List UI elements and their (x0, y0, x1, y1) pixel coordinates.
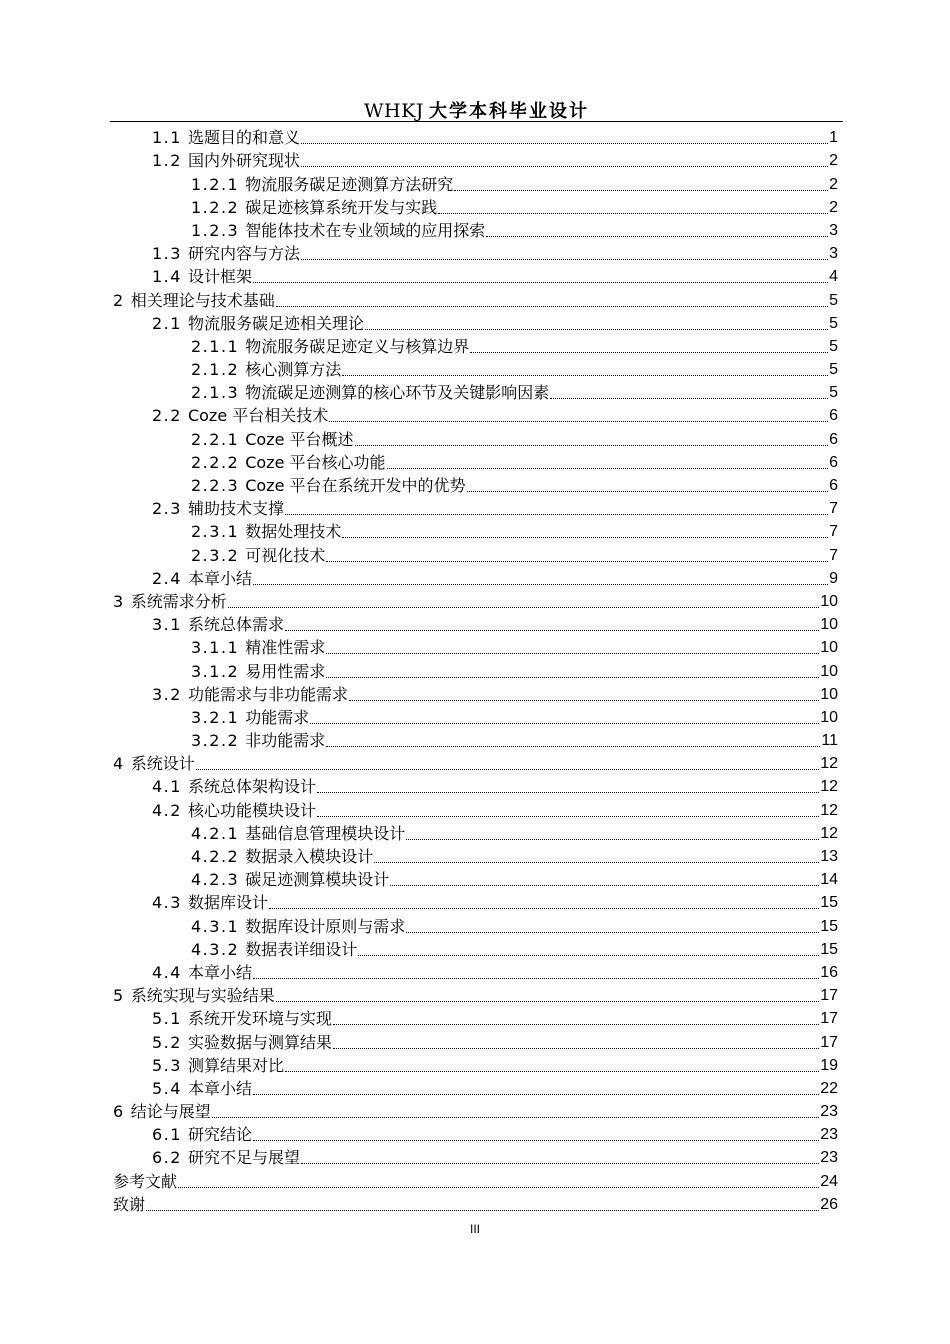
toc-dot-leader (342, 525, 828, 538)
toc-entry-title: 系统实现与实验结果 (130, 986, 275, 1006)
toc-dot-leader (276, 294, 828, 307)
toc-entry[interactable] (113, 334, 838, 357)
toc-dot-leader (326, 734, 820, 747)
toc-entry-title: 结论与展望 (130, 1102, 211, 1122)
toc-dot-leader (326, 665, 819, 678)
toc-entry-number: 1.2.3 (191, 220, 240, 240)
toc-dot-leader (317, 804, 819, 817)
toc-entry-number: 2.2 (152, 406, 182, 426)
toc-dot-leader (358, 943, 819, 956)
toc-entry-number: 2.1.1 (191, 336, 240, 356)
toc-entry[interactable] (113, 287, 838, 310)
toc-entry-number: 5 (113, 986, 125, 1006)
toc-dot-leader (285, 618, 819, 631)
toc-entry-title: 物流服务碳足迹相关理论 (187, 313, 364, 333)
toc-entry[interactable] (113, 797, 838, 820)
toc-dot-leader (333, 1036, 819, 1049)
toc-entry-page: 15 (820, 894, 838, 912)
toc-entry-title: 物流碳足迹测算的核心环节及关键影响因素 (245, 383, 550, 403)
toc-entry-title: 核心测算方法 (245, 360, 342, 380)
toc-entry-page: 9 (829, 569, 838, 587)
toc-entry-title: Coze 平台相关技术 (187, 406, 329, 426)
toc-entry-page: 3 (829, 245, 838, 263)
toc-entry-title: 精准性需求 (245, 638, 326, 658)
toc-entry-page: 7 (829, 523, 838, 541)
toc-dot-leader (454, 178, 828, 191)
toc-entry-number: 4.3 (152, 893, 182, 913)
toc-entry-page: 3 (829, 221, 838, 239)
toc-entry-number: 3 (113, 591, 125, 611)
toc-dot-leader (212, 1105, 820, 1118)
toc-entry-page: 1 (829, 129, 838, 147)
toc-entry-page: 5 (829, 337, 838, 355)
toc-entry[interactable] (113, 844, 838, 867)
toc-entry[interactable] (113, 1192, 838, 1215)
toc-entry-number: 4.4 (152, 962, 182, 982)
toc-entry-page: 2 (829, 198, 838, 216)
toc-entry-page: 16 (820, 963, 838, 981)
toc-entry[interactable] (113, 728, 838, 751)
toc-entry[interactable] (113, 774, 838, 797)
toc-dot-leader (301, 131, 828, 144)
toc-dot-leader (253, 1128, 819, 1141)
toc-entry-title: 物流服务碳足迹定义与核算边界 (245, 336, 470, 356)
toc-entry-title: Coze 平台核心功能 (245, 452, 386, 472)
toc-entry[interactable] (113, 1029, 838, 1052)
toc-dot-leader (146, 1198, 819, 1211)
toc-dot-leader (365, 317, 828, 330)
toc-entry-title: 研究内容与方法 (187, 244, 300, 264)
toc-entry-title: 参考文献 (113, 1171, 178, 1191)
toc-entry-number: 3.1.1 (191, 638, 240, 658)
toc-entry-number: 1.4 (152, 267, 182, 287)
toc-entry[interactable] (113, 450, 838, 473)
toc-entry-page: 17 (820, 1010, 838, 1028)
toc-entry[interactable] (113, 241, 838, 264)
toc-entry-page: 6 (829, 477, 838, 494)
toc-entry-number: 4.2.2 (191, 847, 240, 866)
toc-entry-page: 22 (820, 1079, 838, 1097)
toc-entry[interactable] (113, 705, 838, 728)
toc-entry-page: 6 (829, 453, 838, 471)
toc-entry-title: 辅助技术支撑 (187, 499, 284, 519)
toc-entry[interactable] (113, 821, 838, 844)
toc-dot-leader (285, 502, 828, 515)
toc-entry-title: 核心功能模块设计 (187, 800, 316, 820)
toc-entry-page: 6 (829, 430, 838, 448)
toc-entry-title: 智能体技术在专业领域的应用探索 (245, 220, 486, 240)
toc-dot-leader (326, 549, 828, 562)
toc-dot-leader (178, 1175, 819, 1188)
toc-entry[interactable] (113, 496, 838, 519)
toc-entry[interactable] (113, 1076, 838, 1099)
toc-entry-number: 2.1.2 (191, 360, 240, 380)
toc-entry-title: 本章小结 (187, 962, 252, 982)
toc-entry-number: 4.2.1 (191, 823, 240, 843)
toc-entry-title: 碳足迹测算模块设计 (245, 870, 390, 890)
toc-entry-page: 12 (820, 824, 838, 842)
toc-entry-page: 10 (820, 592, 838, 610)
toc-entry[interactable] (113, 125, 838, 148)
toc-entry-title: 研究结论 (187, 1125, 252, 1145)
toc-dot-leader (253, 1082, 819, 1095)
toc-entry-title: 基础信息管理模块设计 (245, 823, 406, 843)
toc-entry-number: 4.1 (152, 777, 182, 797)
toc-dot-leader (310, 711, 819, 724)
toc-entry[interactable] (113, 635, 838, 658)
toc-entry-title: 碳足迹核算系统开发与实践 (245, 197, 438, 217)
toc-entry-number: 1.2.1 (191, 174, 240, 194)
toc-entry-number: 6.1 (152, 1125, 182, 1145)
toc-dot-leader (253, 966, 819, 979)
toc-entry[interactable] (113, 542, 838, 565)
toc-entry-number: 1.3 (152, 244, 182, 264)
table-of-contents (113, 125, 838, 1215)
toc-entry[interactable] (113, 1006, 838, 1029)
toc-dot-leader (269, 896, 819, 909)
toc-entry[interactable] (113, 867, 838, 890)
toc-dot-leader (196, 757, 820, 770)
toc-dot-leader (301, 247, 828, 260)
toc-entry-number: 2.3 (152, 499, 182, 519)
toc-entry-page: 11 (821, 732, 838, 750)
toc-entry-page: 5 (829, 291, 838, 309)
toc-entry-page: 26 (820, 1195, 838, 1213)
toc-dot-leader (253, 270, 828, 283)
toc-entry-number: 3.2 (152, 684, 182, 704)
toc-entry-page: 24 (820, 1172, 838, 1190)
toc-entry-page: 12 (820, 778, 838, 796)
toc-entry-number: 1.2.2 (191, 197, 240, 217)
toc-entry-page: 6 (829, 407, 838, 425)
toc-entry-number: 4.2 (152, 800, 182, 820)
toc-entry[interactable] (113, 890, 838, 913)
toc-dot-leader (301, 154, 828, 167)
toc-entry-page: 12 (820, 801, 838, 819)
toc-dot-leader (406, 920, 819, 933)
toc-entry[interactable] (113, 148, 838, 171)
toc-entry-page: 17 (820, 1033, 838, 1051)
toc-entry-number: 5.2 (152, 1032, 182, 1052)
toc-entry[interactable] (113, 751, 838, 774)
toc-entry-title: 系统总体架构设计 (187, 777, 316, 797)
toc-entry-title: 数据库设计 (187, 893, 268, 913)
toc-entry[interactable] (113, 218, 838, 241)
toc-entry-number: 5.1 (152, 1009, 182, 1029)
toc-entry-title: 国内外研究现状 (187, 151, 300, 171)
toc-entry-title: 系统需求分析 (130, 591, 227, 611)
toc-entry-title: Coze 平台在系统开发中的优势 (245, 476, 466, 495)
toc-entry-title: 非功能需求 (245, 731, 326, 751)
toc-dot-leader (486, 224, 828, 237)
toc-entry-title: 数据处理技术 (245, 522, 342, 542)
toc-dot-leader (329, 409, 828, 422)
toc-entry-page: 10 (820, 639, 838, 657)
toc-entry-title: 功能需求 (245, 707, 310, 727)
toc-entry-number: 2.2.2 (191, 452, 240, 472)
toc-entry-number: 3.1.2 (191, 661, 240, 681)
toc-entry-number: 2.3.1 (191, 522, 240, 542)
toc-entry-title: Coze 平台概述 (245, 429, 354, 449)
toc-entry-page: 10 (820, 708, 838, 726)
toc-entry-number: 3.2.1 (191, 707, 240, 727)
toc-entry[interactable] (113, 612, 838, 635)
toc-entry[interactable] (113, 1168, 838, 1191)
toc-entry-number: 2.3.2 (191, 545, 240, 565)
toc-entry-number: 6.2 (152, 1148, 182, 1168)
toc-entry-page: 13 (820, 848, 838, 865)
toc-entry-page: 5 (829, 384, 838, 402)
toc-entry-page: 4 (829, 268, 838, 286)
toc-entry[interactable] (113, 171, 838, 194)
toc-dot-leader (438, 201, 828, 214)
toc-entry-title: 系统总体需求 (187, 615, 284, 635)
toc-entry-page: 23 (820, 1149, 838, 1167)
toc-dot-leader (355, 433, 829, 446)
toc-entry-page: 2 (829, 175, 838, 193)
toc-entry-number: 4.2.3 (191, 870, 240, 890)
header-title-zh: 大学本科毕业设计 (429, 101, 589, 122)
toc-entry-title: 研究不足与展望 (187, 1148, 300, 1168)
toc-entry-title: 系统开发环境与实现 (187, 1009, 332, 1029)
toc-dot-leader (342, 363, 828, 376)
toc-entry-number: 2.4 (152, 568, 182, 588)
toc-entry-number: 5.3 (152, 1055, 182, 1075)
toc-entry-number: 3.1 (152, 615, 182, 635)
toc-dot-leader (326, 641, 819, 654)
toc-entry-number: 5.4 (152, 1078, 182, 1098)
toc-entry[interactable] (113, 658, 838, 681)
toc-dot-leader (550, 386, 828, 399)
toc-entry[interactable] (113, 937, 838, 960)
toc-entry-title: 设计框架 (187, 267, 252, 287)
toc-entry-title: 致谢 (113, 1194, 146, 1214)
toc-entry-number: 6 (113, 1102, 125, 1122)
toc-entry-page: 12 (820, 755, 838, 773)
toc-entry-title: 测算结果对比 (187, 1055, 284, 1075)
toc-entry-page: 23 (820, 1126, 838, 1144)
toc-entry-title: 易用性需求 (245, 661, 326, 681)
toc-entry-number: 4 (113, 754, 125, 774)
toc-dot-leader (276, 989, 820, 1002)
toc-entry[interactable] (113, 357, 838, 380)
toc-dot-leader (333, 1012, 819, 1025)
toc-entry[interactable] (113, 1053, 838, 1076)
toc-entry-title: 物流服务碳足迹测算方法研究 (245, 174, 454, 194)
toc-entry[interactable] (113, 1099, 838, 1122)
toc-entry[interactable] (113, 682, 838, 705)
toc-entry-page: 5 (829, 314, 838, 332)
toc-entry[interactable] (113, 983, 838, 1006)
toc-entry-title: 相关理论与技术基础 (130, 290, 275, 310)
toc-entry[interactable] (113, 426, 838, 449)
toc-dot-leader (228, 595, 820, 608)
toc-entry-number: 1.2 (152, 151, 182, 171)
toc-entry-title: 系统设计 (130, 754, 195, 774)
toc-dot-leader (467, 479, 829, 492)
toc-entry-number: 2.1.3 (191, 383, 240, 403)
toc-entry-number: 4.3.1 (191, 916, 240, 936)
toc-entry-page: 10 (820, 616, 838, 634)
toc-entry-number: 2.2.3 (191, 476, 240, 495)
toc-entry-page: 14 (820, 871, 838, 889)
header-title-en: WHKJ (363, 100, 424, 122)
toc-entry-title: 功能需求与非功能需求 (187, 684, 348, 704)
toc-entry-page: 19 (820, 1056, 838, 1074)
page-number: III (469, 1222, 480, 1236)
toc-dot-leader (317, 780, 819, 793)
toc-dot-leader (387, 456, 829, 469)
toc-entry-page: 5 (829, 361, 838, 379)
toc-entry-title: 本章小结 (187, 568, 252, 588)
toc-entry[interactable] (113, 403, 838, 426)
toc-entry-page: 15 (820, 917, 838, 935)
toc-dot-leader (390, 873, 819, 886)
toc-dot-leader (406, 827, 819, 840)
toc-dot-leader (301, 1151, 819, 1164)
toc-entry[interactable] (113, 1122, 838, 1145)
toc-entry-number: 2.1 (152, 313, 182, 333)
toc-entry[interactable] (113, 311, 838, 334)
toc-entry-title: 可视化技术 (245, 545, 326, 565)
toc-entry-page: 7 (829, 546, 838, 564)
toc-entry[interactable] (113, 960, 838, 983)
toc-entry-page: 10 (820, 685, 838, 703)
toc-dot-leader (253, 572, 828, 585)
toc-entry-title: 数据库设计原则与需求 (245, 916, 406, 936)
toc-entry[interactable] (113, 566, 838, 589)
toc-entry-page: 17 (820, 987, 838, 1005)
toc-entry-title: 数据表详细设计 (245, 939, 358, 959)
toc-dot-leader (285, 1059, 819, 1072)
toc-entry-page: 23 (820, 1103, 838, 1121)
toc-entry-title: 实验数据与测算结果 (187, 1032, 332, 1052)
toc-entry-title: 选题目的和意义 (187, 128, 300, 148)
toc-entry-title: 数据录入模块设计 (245, 847, 374, 866)
toc-entry-title: 本章小结 (187, 1078, 252, 1098)
toc-entry[interactable] (113, 264, 838, 287)
toc-dot-leader (470, 340, 828, 353)
toc-dot-leader (349, 688, 819, 701)
toc-entry-page: 10 (820, 662, 838, 680)
toc-entry[interactable] (113, 380, 838, 403)
toc-entry-number: 2 (113, 290, 125, 310)
toc-entry[interactable] (113, 1145, 838, 1168)
toc-entry[interactable] (113, 913, 838, 936)
toc-entry-number: 2.2.1 (191, 429, 240, 449)
toc-entry-page: 7 (829, 500, 838, 518)
toc-entry-number: 4.3.2 (191, 939, 240, 959)
toc-entry[interactable] (113, 519, 838, 542)
toc-dot-leader (374, 850, 819, 863)
toc-entry-number: 3.2.2 (191, 731, 240, 751)
toc-entry[interactable] (113, 589, 838, 612)
toc-entry[interactable] (113, 195, 838, 218)
toc-entry-number: 1.1 (152, 128, 182, 148)
toc-entry-page: 2 (829, 152, 838, 170)
toc-entry-page: 15 (820, 940, 838, 958)
toc-entry[interactable] (113, 473, 838, 496)
page-header (110, 96, 843, 122)
